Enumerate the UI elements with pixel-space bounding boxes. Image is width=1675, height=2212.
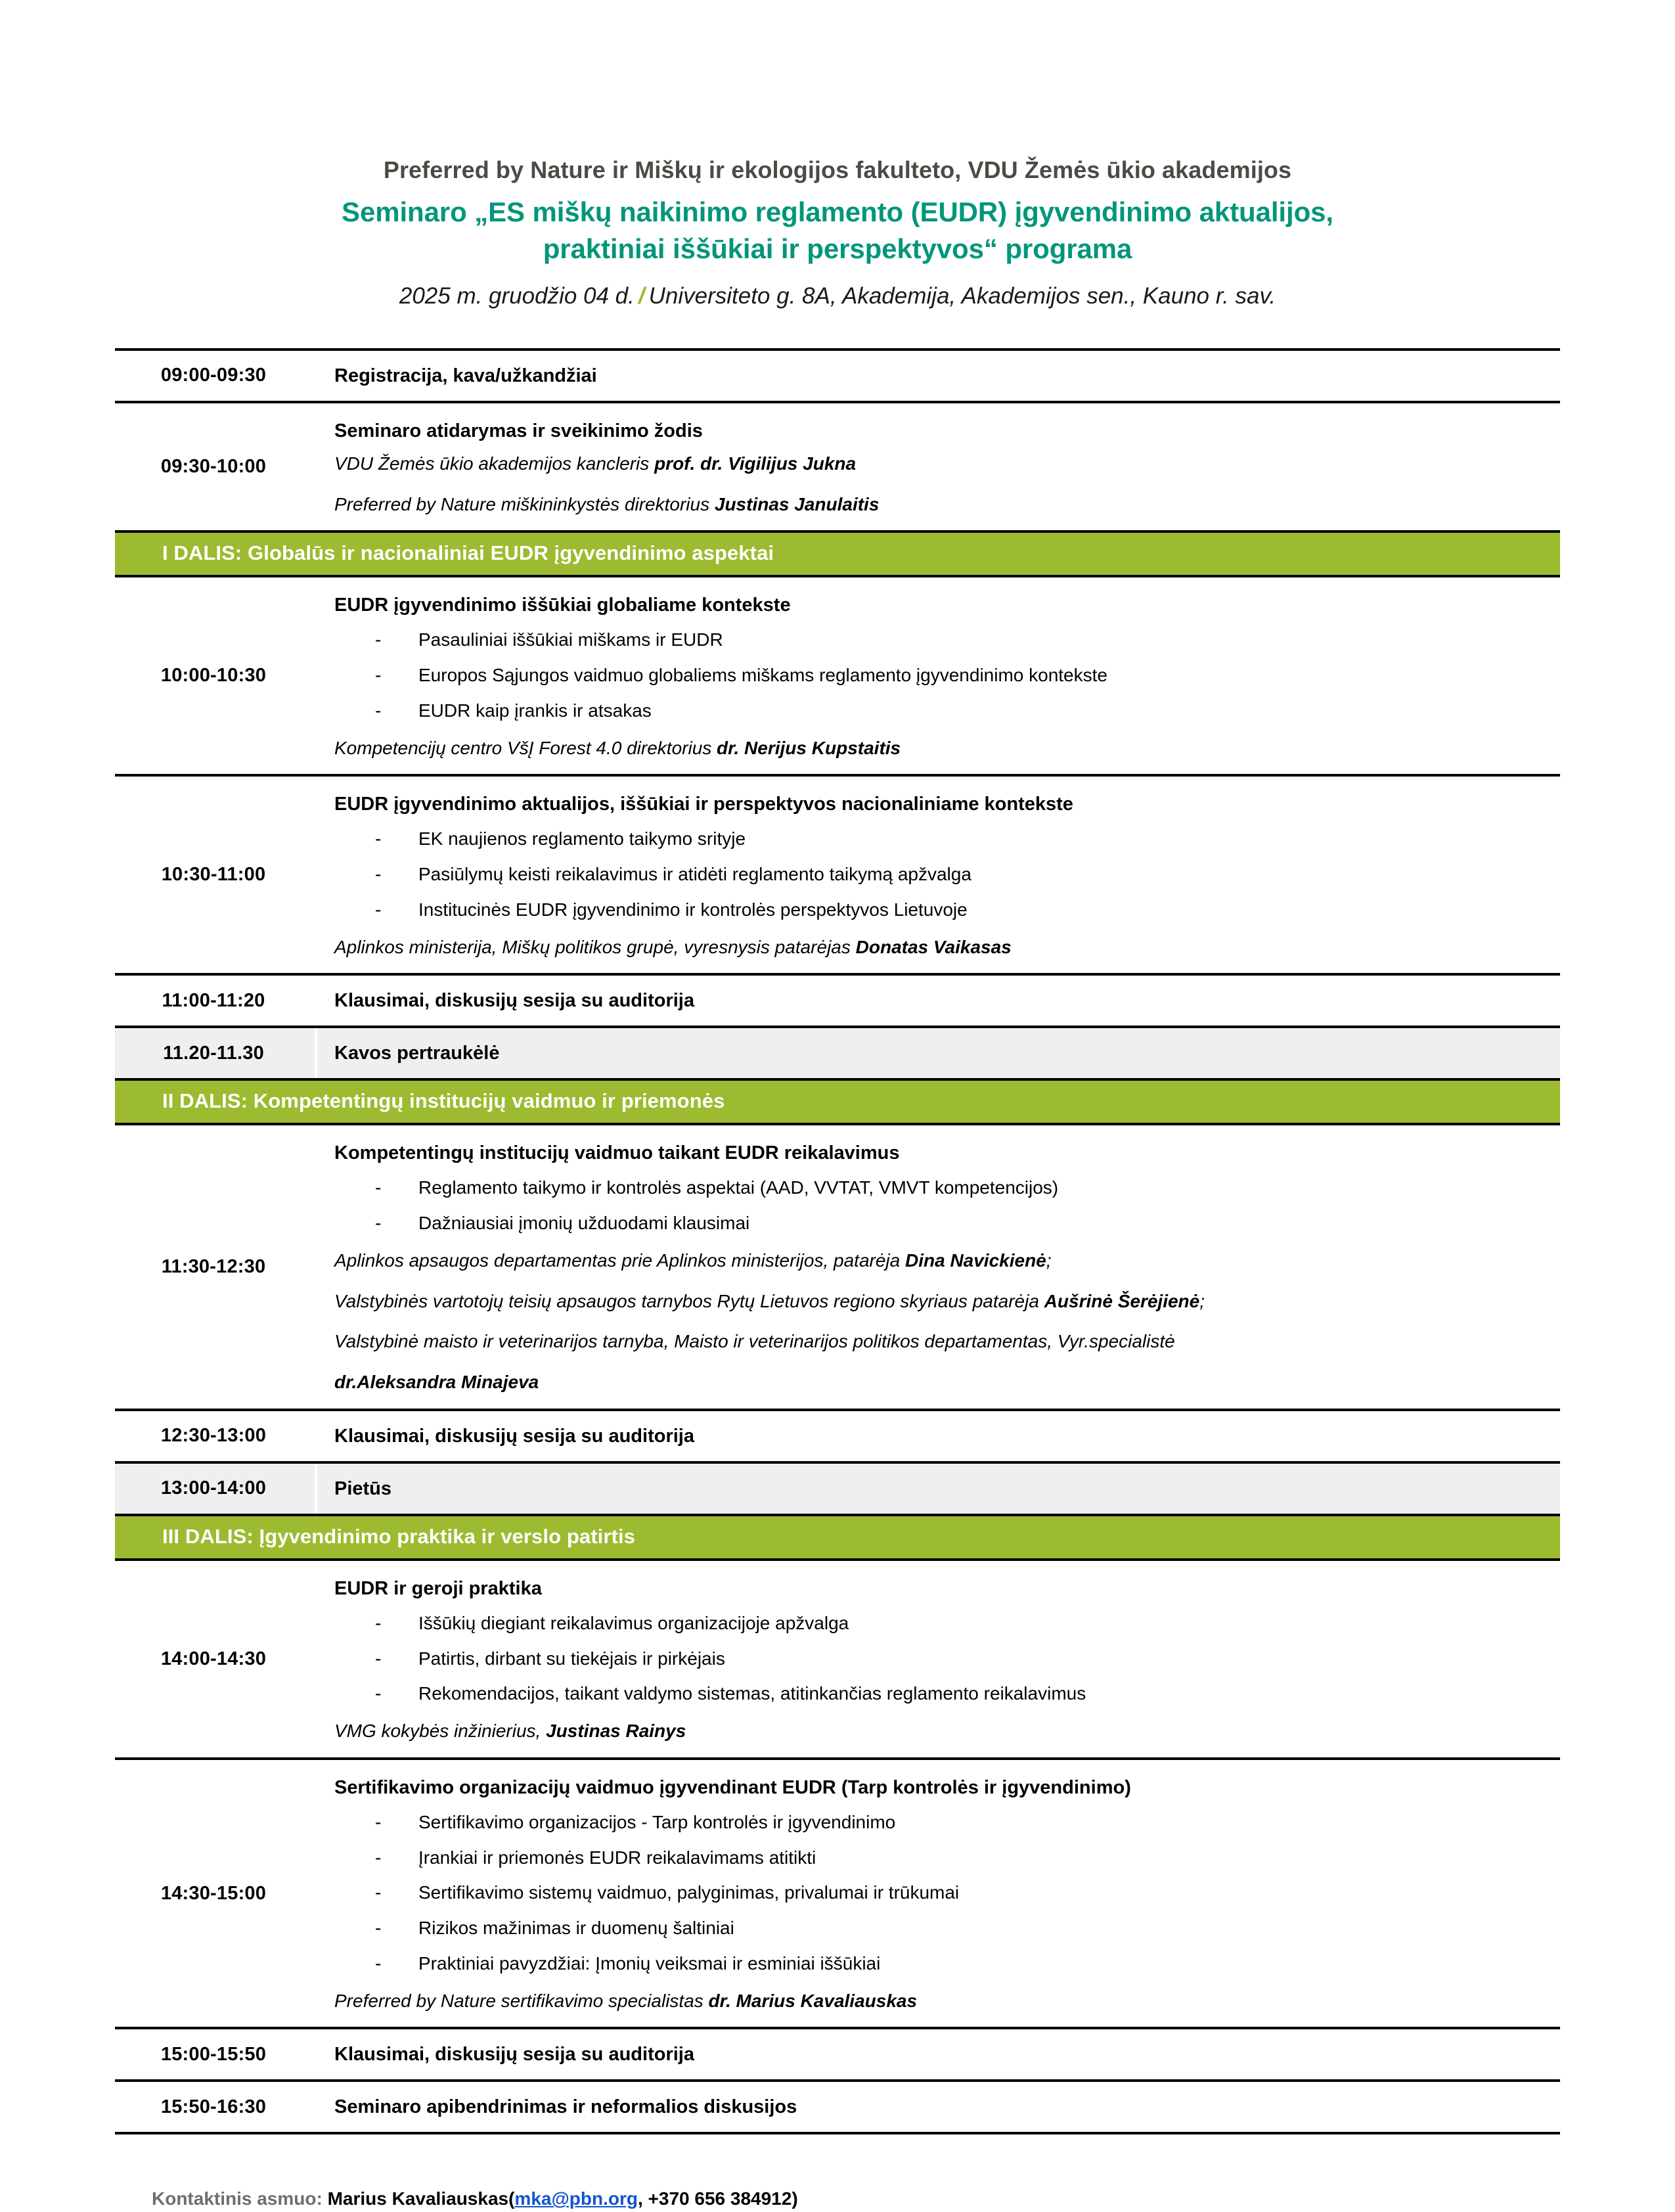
agenda-row [115, 402, 1560, 532]
agenda-section-header [115, 531, 1560, 576]
agenda-row [115, 2081, 1560, 2133]
speaker-affiliation: Preferred by Nature miškininkystės direktorius [334, 493, 715, 514]
agenda-section-label: I DALIS: Globalūs ir nacionaliniai EUDR įgyvendinimo aspektai [115, 531, 1560, 576]
agenda-row [115, 1124, 1560, 1410]
agenda-row-body [313, 576, 1560, 775]
agenda-bullet-item: - Praktiniai pavyzdžiai: Įmonių veiksmai ir esminiai iššūkiai [334, 1946, 1548, 1981]
agenda-row-body [313, 974, 1560, 1027]
agenda-speaker-line [334, 934, 1548, 960]
speaker-suffix: ; [1046, 1250, 1052, 1271]
agenda-row-time: 14:00-14:30 [115, 1560, 313, 1759]
agenda-row-title: Klausimai, diskusijų sesija su auditorija [334, 1425, 694, 1447]
speaker-affiliation: Aplinkos apsaugos departamentas prie Aplinkos ministerijos, patarėja [334, 1250, 905, 1271]
agenda-row-body [313, 1759, 1560, 2029]
agenda-section-label: II DALIS: Kompetentingų institucijų vaidmuo ir priemonės [115, 1079, 1560, 1124]
agenda-bullet-item: - Dažniausiai įmonių užduodami klausimai [334, 1206, 1548, 1241]
agenda-row-time: 11:00-11:20 [115, 974, 313, 1027]
speaker-suffix: ; [1199, 1290, 1205, 1311]
page-title [141, 194, 1534, 267]
contact-phone: +370 656 384912 [648, 2188, 792, 2209]
event-venue: Universiteto g. 8A, Akademija, Akademijos sen., Kauno r. sav. [648, 283, 1276, 309]
agenda-bullet-item: - Sertifikavimo sistemų vaidmuo, palyginimas, privalumai ir trūkumai [334, 1875, 1548, 1910]
agenda-section-label: III DALIS: Įgyvendinimo praktika ir verslo patirtis [115, 1515, 1560, 1560]
agenda-section-header [115, 1515, 1560, 1560]
speaker-name: Justinas Rainys [546, 1721, 686, 1742]
agenda-speaker-line [334, 1288, 1548, 1315]
agenda-row [115, 1027, 1560, 1079]
agenda-speaker-line [334, 735, 1548, 761]
agenda-row-time: 13:00-14:00 [115, 1462, 313, 1515]
agenda-row-title: EUDR įgyvendinimo aktualijos, iššūkiai ir perspektyvos nacionaliniame kontekste [334, 794, 1073, 815]
agenda-table [115, 348, 1560, 2135]
agenda-row [115, 1410, 1560, 1462]
speaker-name: dr. Marius Kavaliauskas [708, 1990, 918, 2011]
agenda-row-time: 10:30-11:00 [115, 775, 313, 974]
agenda-row [115, 974, 1560, 1027]
agenda-speaker-line [334, 1988, 1548, 2014]
organizer-line: Preferred by Nature ir Miškų ir ekologijos fakulteto, VDU Žemės ūkio akademijos [383, 156, 1292, 183]
speaker-affiliation: Aplinkos ministerija, Miškų politikos grupė, vyresnysis patarėjas [334, 936, 856, 957]
agenda-bullet-item: - EUDR kaip įrankis ir atsakas [334, 693, 1548, 729]
agenda-row [115, 350, 1560, 402]
agenda-row-bullet-list [334, 622, 1548, 728]
agenda-bullet-item: - Patirtis, dirbant su tiekėjais ir pirkėjais [334, 1641, 1548, 1677]
agenda-row [115, 1462, 1560, 1515]
contact-footer [115, 2186, 1560, 2211]
agenda-bullet-item: - Rizikos mažinimas ir duomenų šaltiniai [334, 1910, 1548, 1946]
agenda-row-body [313, 1462, 1560, 1515]
speaker-affiliation: Valstybinė maisto ir veterinarijos tarnyba, Maisto ir veterinarijos politikos departamentas, Vyr.specialistė [334, 1331, 1175, 1352]
agenda-row-time: 14:30-15:00 [115, 1759, 313, 2029]
agenda-row-body [313, 1410, 1560, 1462]
speaker-affiliation: Preferred by Nature sertifikavimo specialistas [334, 1990, 709, 2011]
speaker-name: Donatas Vaikasas [855, 936, 1012, 957]
agenda-row-body [313, 2028, 1560, 2081]
agenda-row-bullet-list [334, 821, 1548, 927]
agenda-row-title: Kavos pertraukėlė [334, 1043, 500, 1064]
agenda-row-title: Pietūs [334, 1478, 392, 1499]
agenda-row-time: 09:30-10:00 [115, 402, 313, 532]
agenda-row-body [313, 775, 1560, 974]
agenda-bullet-item: - Iššūkių diegiant reikalavimus organizacijoje apžvalga [334, 1606, 1548, 1641]
agenda-row-bullet-list [334, 1805, 1548, 1981]
agenda-table-wrapper [115, 348, 1560, 2135]
agenda-row [115, 1759, 1560, 2029]
agenda-row-body [313, 1124, 1560, 1410]
date-venue-line [0, 281, 1675, 311]
page-title-line-2: praktiniai iššūkiai ir perspektyvos“ programa [543, 233, 1132, 264]
agenda-row-time: 15:50-16:30 [115, 2081, 313, 2133]
contact-close-paren: ) [792, 2188, 798, 2209]
agenda-row-body [313, 350, 1560, 402]
agenda-row [115, 576, 1560, 775]
agenda-speaker-line [334, 1328, 1548, 1355]
agenda-row-time: 12:30-13:00 [115, 1410, 313, 1462]
agenda-section-header [115, 1079, 1560, 1124]
agenda-row-title: EUDR ir geroji praktika [334, 1577, 542, 1599]
agenda-row-title: Klausimai, diskusijų sesija su auditorija [334, 990, 694, 1012]
agenda-speaker-line [334, 1248, 1548, 1274]
contact-comma: , [637, 2188, 643, 2209]
agenda-row-time: 15:00-15:50 [115, 2028, 313, 2081]
speaker-name: dr.Aleksandra Minajeva [334, 1372, 539, 1393]
agenda-bullet-item: - Įrankiai ir priemonės EUDR reikalavimams atitikti [334, 1840, 1548, 1876]
speaker-name: Dina Navickienė [904, 1250, 1046, 1271]
agenda-row-title: Seminaro apibendrinimas ir neformalios diskusijos [334, 2096, 797, 2118]
agenda-row-title: Seminaro atidarymas ir sveikinimo žodis [334, 420, 703, 441]
agenda-row [115, 1560, 1560, 1759]
agenda-row-title: Sertifikavimo organizacijų vaidmuo įgyvendinant EUDR (Tarp kontrolės ir įgyvendinimo) [334, 1776, 1131, 1798]
agenda-row-title: EUDR įgyvendinimo iššūkiai globaliame kontekste [334, 595, 791, 616]
agenda-row [115, 775, 1560, 974]
agenda-row-time: 11:30-12:30 [115, 1124, 313, 1410]
agenda-bullet-item: - Pasiūlymų keisti reikalavimus ir atidėti reglamento taikymą apžvalga [334, 857, 1548, 892]
agenda-row-time: 09:00-09:30 [115, 350, 313, 402]
agenda-row-title: Kompetentingų institucijų vaidmuo taikant EUDR reikalavimus [334, 1142, 900, 1164]
speaker-affiliation: Valstybinės vartotojų teisių apsaugos tarnybos Rytų Lietuvos regiono skyriaus patarėja [334, 1290, 1044, 1311]
agenda-bullet-item: - EK naujienos reglamento taikymo srityje [334, 821, 1548, 857]
speaker-affiliation: VMG kokybės inžinierius, [334, 1721, 547, 1742]
agenda-row-body [313, 1560, 1560, 1759]
contact-open-paren: ( [508, 2188, 515, 2209]
speaker-name: Aušrinė Šerėjienė [1044, 1290, 1200, 1311]
agenda-row [115, 2028, 1560, 2081]
agenda-row-title: Klausimai, diskusijų sesija su auditorija [334, 2044, 694, 2065]
agenda-speaker-line [334, 451, 1548, 477]
agenda-bullet-item: - Reglamento taikymo ir kontrolės aspektai (AAD, VVTAT, VMVT kompetencijos) [334, 1170, 1548, 1206]
agenda-bullet-item: - Sertifikavimo organizacijos - Tarp kontrolės ir įgyvendinimo [334, 1805, 1548, 1840]
agenda-speaker-line [334, 1718, 1548, 1744]
agenda-row-body [313, 402, 1560, 532]
speaker-affiliation: VDU Žemės ūkio akademijos kancleris [334, 453, 655, 474]
agenda-row-body [313, 1027, 1560, 1079]
agenda-row-body [313, 2081, 1560, 2133]
speaker-name: dr. Nerijus Kupstaitis [717, 737, 901, 758]
agenda-speaker-line [334, 1369, 1548, 1395]
agenda-speaker-line [334, 491, 1548, 518]
agenda-bullet-item: - Pasauliniai iššūkiai miškams ir EUDR [334, 622, 1548, 658]
date-venue-separator: / [638, 283, 645, 309]
document-header [0, 0, 1675, 311]
speaker-name: Justinas Janulaitis [714, 493, 880, 514]
agenda-bullet-item: - Europos Sąjungos vaidmuo globaliems miškams reglamento įgyvendinimo kontekste [334, 658, 1548, 693]
contact-label: Kontaktinis asmuo: [152, 2188, 323, 2209]
agenda-bullet-item: - Institucinės EUDR įgyvendinimo ir kontrolės perspektyvos Lietuvoje [334, 892, 1548, 928]
speaker-affiliation: Kompetencijų centro VšĮ Forest 4.0 direktorius [334, 737, 717, 758]
contact-name: Marius Kavaliauskas [327, 2188, 509, 2209]
agenda-row-title: Registracija, kava/užkandžiai [334, 365, 597, 386]
event-date: 2025 m. gruodžio 04 d. [399, 283, 635, 309]
agenda-row-time: 10:00-10:30 [115, 576, 313, 775]
speaker-name: prof. dr. Vigilijus Jukna [654, 453, 857, 474]
agenda-table-body [115, 350, 1560, 2134]
agenda-row-time: 11.20-11.30 [115, 1027, 313, 1079]
agenda-bullet-item: - Rekomendacijos, taikant valdymo sistemas, atitinkančias reglamento reikalavimus [334, 1676, 1548, 1711]
contact-email-link[interactable]: mka@pbn.org [514, 2188, 638, 2209]
page-title-line-1: Seminaro „ES miškų naikinimo reglamento (EUDR) įgyvendinimo aktualijos, [342, 196, 1333, 228]
agenda-row-bullet-list [334, 1606, 1548, 1711]
agenda-row-bullet-list [334, 1170, 1548, 1241]
